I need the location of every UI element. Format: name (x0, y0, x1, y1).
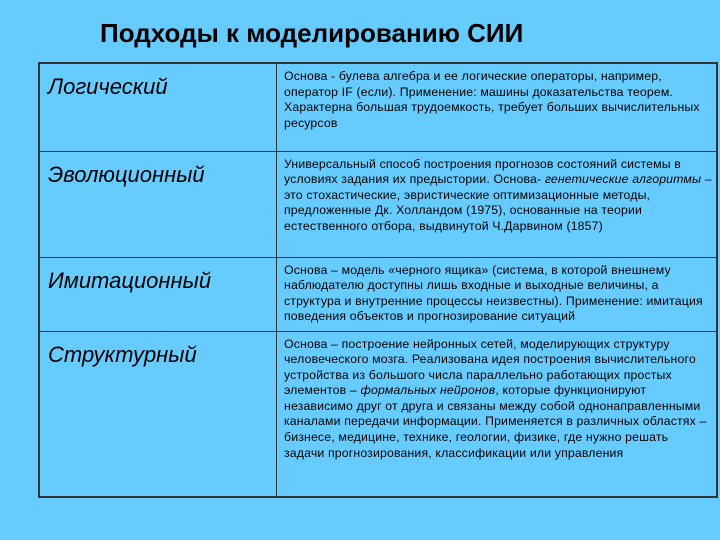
description-term-genetic-algorithms: генетические алгоритмы (544, 172, 702, 187)
approach-description-structural (277, 331, 718, 497)
approach-name-evolutionary: Эволюционный (39, 151, 277, 257)
table-row (39, 151, 717, 257)
table-row (39, 257, 717, 331)
description-text: Универсальный способ построения прогнозов состояний системы в условиях задания их предыстории. Основа- (284, 156, 681, 187)
description-term-formal-neurons: формальных нейронов (360, 383, 496, 398)
approach-description-logical (277, 63, 718, 151)
approaches-table (38, 62, 718, 498)
description-text: , которые функционируют независимо друг от друга и связаны между собой однонаправленными каналами передачи информации. Применяется в различных областях – бизнесе, медицине, технике, геологии, физике, где нужно решать задачи прогнозирования, классификации или управления (284, 383, 707, 460)
table-row (39, 331, 717, 497)
approach-name-logical: Логический (39, 63, 277, 151)
approach-name-structural: Структурный (39, 331, 277, 497)
description-text: Основа – построение нейронных сетей, моделирующих структуру человеческого мозга. Реализована идея построения вычислительного устройства из большого числа параллельно работающих простых элементов – (284, 336, 696, 398)
description-text: Основа – модель «черного ящика» (система, в которой внешнему наблюдателю доступны лишь входные и выходные величины, а структура и внутренние процессы неизвестны). Применение: имитация поведения объектов и прогнозирование ситуаций (284, 262, 703, 324)
description-text: – это стохастические, эвристические оптимизационные методы, предложенные Дк. Холландом (1975), основанные на теории естественного отбора, выдвинутой Ч.Дарвином (1857) (284, 172, 712, 233)
slide-title: Подходы к моделированию СИИ (100, 18, 524, 48)
description-text: Основа - булева алгебра и ее логические операторы, например, оператор IF (если). Применение: машины доказательства теорем. Характерна большая трудоемкость, требует больших вычислительных ресурсов (284, 69, 700, 130)
approach-description-evolutionary (277, 151, 718, 257)
approach-description-simulation (277, 257, 718, 331)
table-row (39, 63, 717, 151)
approach-name-simulation: Имитационный (39, 257, 277, 331)
